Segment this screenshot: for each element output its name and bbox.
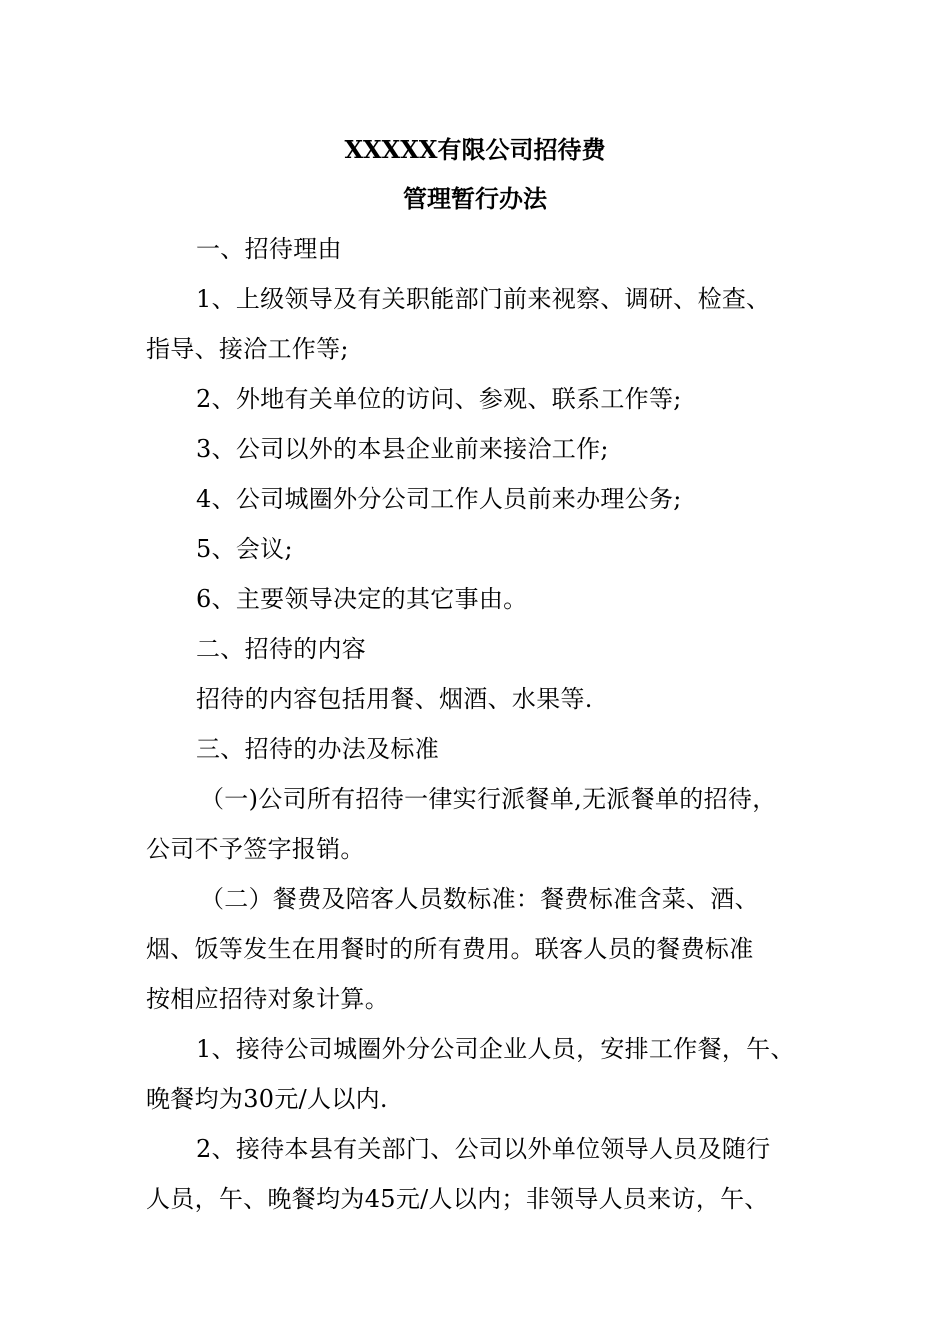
paragraph-line: 人员，午、晚餐均为45元/人以内；非领导人员来访，午、 (146, 1185, 769, 1213)
paragraph-line: 5、会议; (196, 535, 293, 563)
paragraph-line: 1、上级领导及有关职能部门前来视察、调研、检查、 (196, 285, 771, 313)
paragraph-line: 按相应招待对象计算。 (146, 985, 389, 1013)
paragraph-line: 6、主要领导决定的其它事由。 (196, 585, 528, 613)
document-title-line-1: XXXXX有限公司招待费 (344, 135, 606, 164)
paragraph-line: 烟、饭等发生在用餐时的所有费用。联客人员的餐费标准 (146, 935, 754, 963)
paragraph-line: （一)公司所有招待一律实行派餐单,无派餐单的招待， (200, 785, 777, 813)
section-heading-reasons: 一、招待理由 (196, 235, 342, 263)
paragraph-line: 4、公司城圈外分公司工作人员前来办理公务; (196, 485, 682, 513)
document-title-line-2: 管理暂行办法 (403, 184, 547, 213)
paragraph-line: 晚餐均为30元/人以内. (146, 1085, 388, 1113)
paragraph-line: 招待的内容包括用餐、烟酒、水果等. (196, 685, 593, 713)
paragraph-line: 1、接待公司城圈外分公司企业人员，安排工作餐，午、 (196, 1035, 795, 1063)
paragraph-line: 3、公司以外的本县企业前来接洽工作; (196, 435, 609, 463)
section-heading-content: 二、招待的内容 (196, 635, 367, 663)
section-heading-methods: 三、招待的办法及标准 (196, 735, 439, 763)
paragraph-line: 2、接待本县有关部门、公司以外单位领导人员及随行 (196, 1135, 771, 1163)
paragraph-line: 公司不予签字报销。 (146, 835, 365, 863)
paragraph-line: （二）餐费及陪客人员数标准：餐费标准含菜、酒、 (200, 885, 759, 913)
paragraph-line: 指导、接洽工作等; (146, 335, 349, 363)
paragraph-line: 2、外地有关单位的访问、参观、联系工作等; (196, 385, 682, 413)
